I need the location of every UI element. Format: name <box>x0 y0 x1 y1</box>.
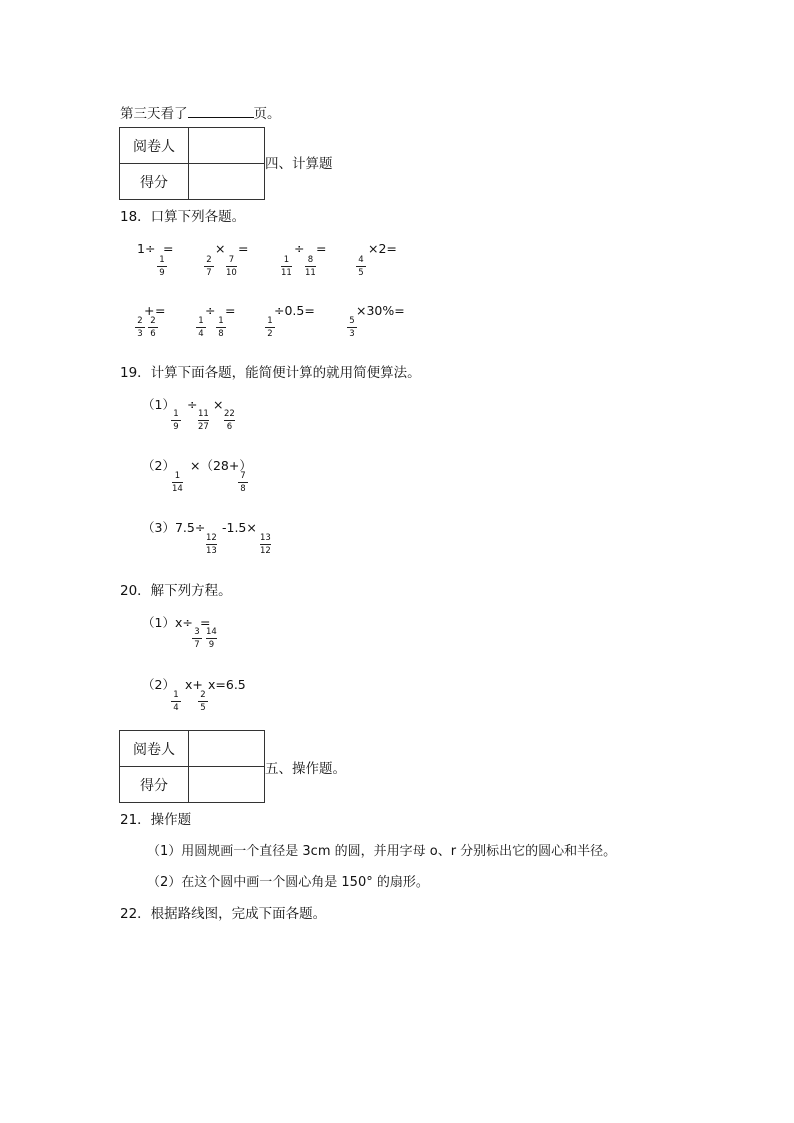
q17-suffix: 页。 <box>253 106 281 122</box>
q20-p2-a: x+ <box>185 677 203 692</box>
q19-p2-text: ×（28+） <box>190 458 252 473</box>
review-table-1 <box>119 127 265 200</box>
q18-r2-e2-op: ÷ <box>205 303 216 318</box>
q19-p3-frac-b: 13 12 <box>260 533 271 556</box>
q19-p1-frac-b: 11 27 <box>198 409 209 432</box>
q22-title: 22．根据路线图，完成下面各题。 <box>120 906 327 922</box>
q18-r1-e1-pre: 1÷ <box>137 241 156 256</box>
q18-r1-e2-frac-a: 2 7 <box>204 256 214 278</box>
q20-p2-frac-a: 1 4 <box>171 691 181 713</box>
score-cell[interactable] <box>189 164 265 200</box>
q18-r1-e1-post: = <box>163 241 174 256</box>
q18-r1-e1-frac: 1 9 <box>157 256 167 278</box>
q19-p1-op1: ÷ <box>187 397 198 412</box>
q18-r2-e2-post: = <box>225 303 236 318</box>
section-5-heading: 五、操作题。 <box>265 761 346 777</box>
q18-r1-e4-post: ×2= <box>368 241 397 256</box>
score-label-2: 得分 <box>120 767 189 803</box>
q18-r2-e1-frac-b: 2 6 <box>148 317 158 339</box>
q18-r2-e1-post: = <box>155 303 166 318</box>
q19-p2-frac-a: 1 14 <box>172 471 183 494</box>
reviewer-cell-2[interactable] <box>189 731 265 767</box>
q17-prefix: 第三天看了 <box>120 106 188 122</box>
q18-r1-e3-frac-b: 8 11 <box>305 255 316 278</box>
q18-r2-e3-frac: 1 2 <box>265 317 275 339</box>
q19-p3-mid: -1.5× <box>222 520 257 535</box>
q18-r2-e2-frac-a: 1 4 <box>196 317 206 339</box>
q17-answer-line <box>120 104 281 122</box>
q21-step-1: （1）用圆规画一个直径是 3cm 的圆，并用字母 o、r 分别标出它的圆心和半径。 <box>147 844 617 859</box>
reviewer-label-2: 阅卷人 <box>120 731 189 767</box>
q18-r1-e2-post: = <box>238 241 249 256</box>
q19-p1-label: （1） <box>142 397 175 412</box>
q18-r1-e4-frac: 4 5 <box>356 256 366 278</box>
q19-p1-frac-a: 1 9 <box>171 410 181 432</box>
q19-p3-label: （3）7.5÷ <box>142 520 206 535</box>
q20-p2-frac-b: 2 5 <box>198 691 208 713</box>
reviewer-cell[interactable] <box>189 128 265 164</box>
q20-p1-label: （1）x÷ <box>142 615 193 630</box>
q18-r2-e3-post: ÷0.5= <box>274 303 315 318</box>
q19-title: 19．计算下面各题，能简便计算的就用简便算法。 <box>120 365 421 381</box>
q19-p1-op2: × <box>213 397 224 412</box>
q20-p2-b: x=6.5 <box>208 677 246 692</box>
q20-p1-post: = <box>200 615 211 630</box>
q18-title: 18．口算下列各题。 <box>120 209 246 225</box>
score-cell-2[interactable] <box>189 767 265 803</box>
q18-r1-e2-op: × <box>215 241 226 256</box>
q19-p2-label: （2） <box>142 458 175 473</box>
review-table-2 <box>119 730 265 803</box>
q21-title: 21．操作题 <box>120 812 192 828</box>
q18-r1-e3-op: ÷ <box>294 241 305 256</box>
q18-r1-e2-frac-b: 7 10 <box>226 255 237 278</box>
reviewer-label: 阅卷人 <box>120 128 189 164</box>
q20-title: 20．解下列方程。 <box>120 583 232 599</box>
q18-r1-e3-post: = <box>316 241 327 256</box>
q18-r2-e4-post: ×30%= <box>356 303 405 318</box>
q18-r2-e4-frac: 5 3 <box>347 317 357 339</box>
q18-r1-e3-frac-a: 1 11 <box>281 255 292 278</box>
q18-r2-e2-frac-b: 1 8 <box>216 317 226 339</box>
score-label: 得分 <box>120 164 189 200</box>
q19-p3-frac-a: 12 13 <box>206 533 217 556</box>
q19-p1-frac-c: 22 6 <box>224 409 235 432</box>
q18-r2-e1-op: + <box>144 303 155 318</box>
q18-r2-e1-frac-a: 2 3 <box>135 317 145 339</box>
q19-p2-frac-b: 7 8 <box>238 472 248 494</box>
q17-answer-blank[interactable] <box>188 104 254 118</box>
q20-p1-frac-b: 14 9 <box>206 627 217 650</box>
q21-step-2: （2）在这个圆中画一个圆心角是 150° 的扇形。 <box>147 875 429 890</box>
q20-p1-frac-a: 3 7 <box>192 628 202 650</box>
section-4-heading: 四、计算题 <box>265 156 333 172</box>
q20-p2-label: （2） <box>142 677 175 692</box>
